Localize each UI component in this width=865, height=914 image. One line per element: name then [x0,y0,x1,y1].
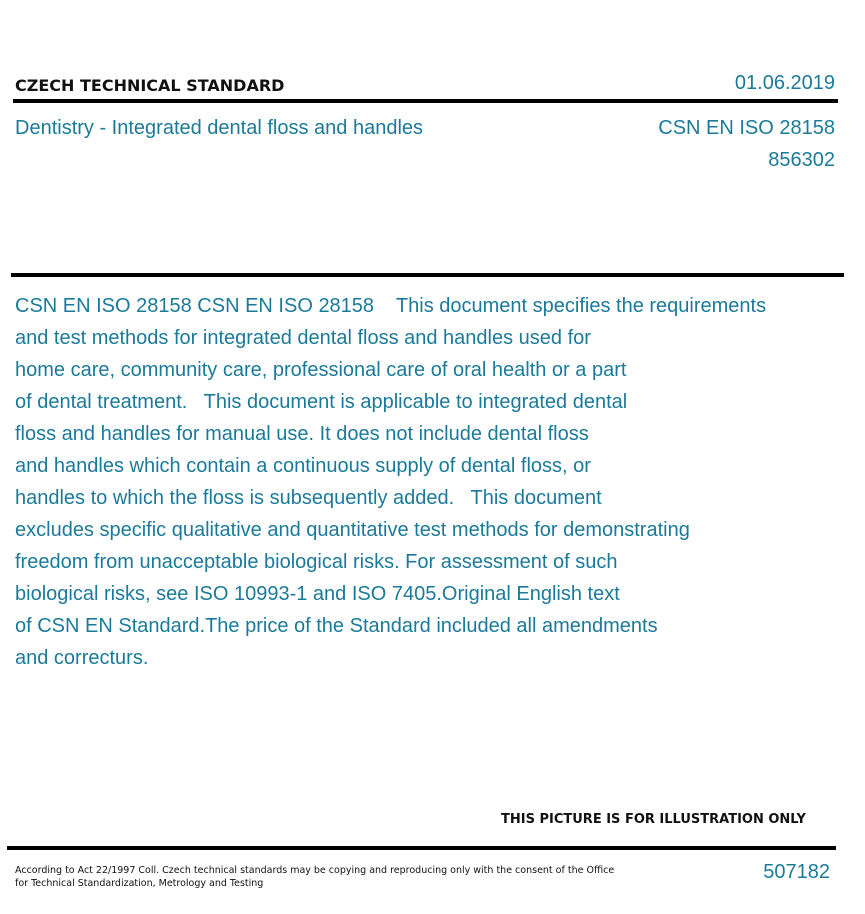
abstract-line: freedom from unacceptable biological risks. For assessment of such [15,551,618,573]
abstract-line: floss and handles for manual use. It does not include dental floss [15,423,589,445]
standard-number: 856302 [768,149,835,171]
standard-code: CSN EN ISO 28158 [658,117,835,139]
legal-notice-line: According to Act 22/1997 Coll. Czech technical standards may be copying and reproducing only with the consent of the Office [15,865,615,876]
abstract-line: of CSN EN Standard.The price of the Standard included all amendments [15,615,658,637]
legal-notice-line: for Technical Standardization, Metrology and Testing [15,878,264,889]
abstract-line: home care, community care, professional care of oral health or a part [15,359,627,381]
abstract-line: and test methods for integrated dental floss and handles used for [15,327,591,349]
section-rule [11,273,844,277]
document-date: 01.06.2019 [734,72,835,94]
legal-notice [15,864,614,890]
document-header-label: CZECH TECHNICAL STANDARD [15,76,285,95]
abstract-line: CSN EN ISO 28158 CSN EN ISO 28158 This document specifies the requirements [15,295,767,317]
document-abstract [15,290,845,674]
standard-title: Dentistry - Integrated dental floss and handles [15,117,424,139]
order-number: 507182 [763,861,830,883]
abstract-line: and handles which contain a continuous supply of dental floss, or [15,455,591,477]
header-rule [13,99,838,103]
footer-rule [7,846,836,850]
abstract-line: biological risks, see ISO 10993-1 and ISO 7405.Original English text [15,583,620,605]
abstract-line: handles to which the floss is subsequently added. This document [15,487,602,509]
abstract-line: and correcturs. [15,647,149,669]
abstract-line: of dental treatment. This document is applicable to integrated dental [15,391,628,413]
illustration-note: THIS PICTURE IS FOR ILLUSTRATION ONLY [501,812,806,827]
abstract-line: excludes specific qualitative and quantitative test methods for demonstrating [15,519,690,541]
